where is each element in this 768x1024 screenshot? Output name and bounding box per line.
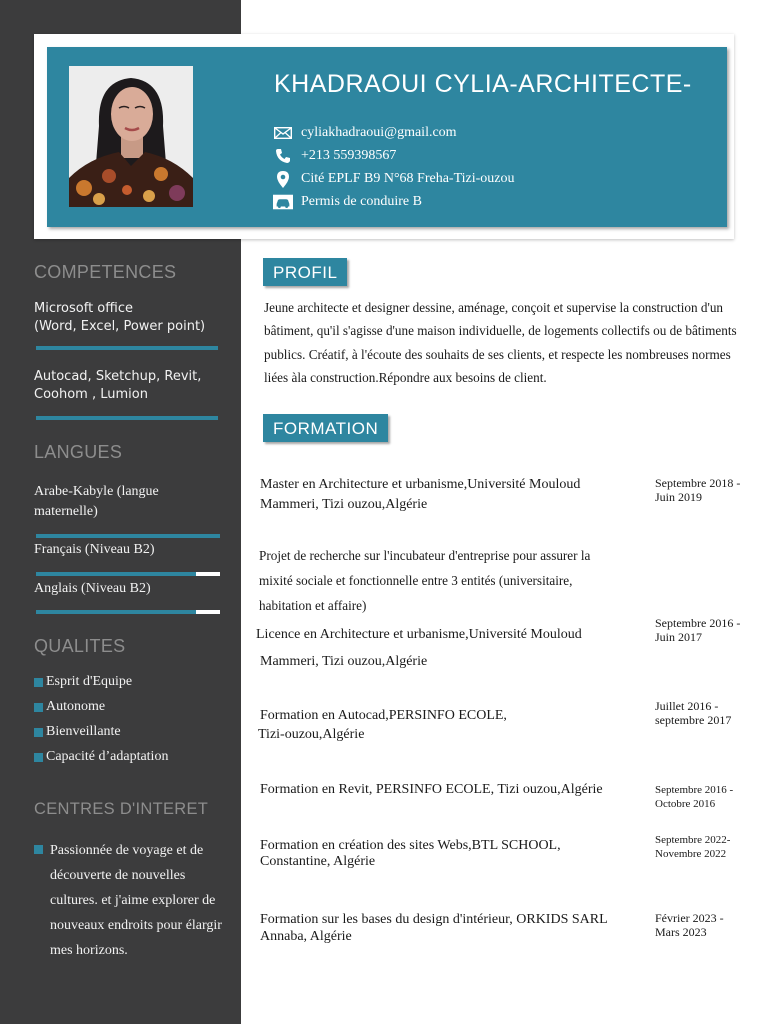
langue-label: Arabe-Kabyle (langue maternelle)	[34, 484, 159, 519]
competences-title: COMPETENCES	[34, 262, 177, 282]
contact-address	[273, 169, 515, 189]
langue-level-bar	[36, 610, 220, 614]
formation-entry	[260, 706, 507, 744]
formation-date-line: Octobre 2016	[655, 798, 716, 810]
langue-level-fill	[36, 572, 196, 576]
formation-line: Formation en Autocad,PERSINFO ECOLE,	[260, 708, 507, 723]
formation-date-line: Juin 2017	[655, 630, 703, 644]
bullet-square-icon	[34, 728, 43, 737]
competence-item	[34, 368, 201, 404]
formation-date-line: Juin 2019	[655, 490, 703, 504]
car-icon	[273, 193, 293, 211]
formation-date-line: Septembre 2016 -	[655, 616, 741, 630]
formation-date-line: Juillet 2016 -	[655, 699, 719, 713]
formation-title: FORMATION	[263, 414, 388, 442]
qualite-label: Esprit d'Equipe	[46, 674, 133, 689]
formation-date-line: Septembre 2018 -	[655, 476, 741, 490]
formation-date	[655, 699, 765, 727]
bullet-square-icon	[34, 678, 43, 687]
formation-line: Licence en Architecture et urbanisme,Université Mouloud	[256, 627, 582, 642]
profile-photo	[69, 66, 193, 207]
competence-line: Coohom , Lumion	[34, 387, 148, 402]
profil-text: Jeune architecte et designer dessine, aménage, conçoit et supervise la construction d'un bâtiment, qu'il s'agisse d'une maison individuelle, de logements collectifs ou de bâtiments publics. Créatif, à l'écoute des souhaits de ses clients, et respecte les nombreuses normes liées àla construction.Répondre aux besoins de client.	[264, 300, 737, 385]
formation-date	[655, 476, 765, 504]
qualite-item	[34, 674, 132, 690]
formation-entry	[260, 838, 561, 870]
formation-entry	[260, 911, 608, 945]
phone-icon	[273, 147, 293, 165]
langue-label: Anglais (Niveau B2)	[34, 581, 151, 596]
formation-date	[655, 911, 765, 939]
contact-email-text: cyliakhadraoui@gmail.com	[301, 125, 457, 140]
formation-line: Mammeri, Tizi ouzou,Algérie	[260, 497, 428, 512]
qualites-title: QUALITES	[34, 636, 126, 656]
formation-entry	[256, 621, 582, 675]
research-project: Projet de recherche sur l'incubateur d'entreprise pour assurer la mixité sociale et fonctionnelle entre 3 entités (universitaire, habitation et affaire)	[259, 548, 591, 613]
formation-date	[655, 783, 765, 811]
contact-phone[interactable]	[273, 146, 396, 166]
formation-line: Tizi-ouzou,Algérie	[258, 727, 365, 742]
competence-line: (Word, Excel, Power point)	[34, 319, 206, 334]
formation-date-line: Novembre 2022	[655, 848, 727, 860]
langue-level-fill	[36, 534, 220, 538]
competence-line: Microsoft office	[34, 301, 133, 316]
formation-date	[655, 833, 765, 861]
formation-line: Master en Architecture et urbanisme,Université Mouloud	[260, 477, 581, 492]
contact-email[interactable]	[273, 123, 457, 143]
contact-license-text: Permis de conduire B	[301, 194, 422, 209]
contact-license	[273, 192, 422, 212]
formation-date-line: Février 2023 -	[655, 911, 724, 925]
formation-line: Formation en création des sites Webs,BTL SCHOOL,	[260, 838, 561, 853]
envelope-icon	[273, 124, 293, 142]
formation-date-line: Septembre 2022-	[655, 834, 731, 846]
contact-address-text: Cité EPLF B9 N°68 Freha-Tizi-ouzou	[301, 171, 515, 186]
qualite-item	[34, 749, 168, 765]
competence-line: Autocad, Sketchup, Revit,	[34, 369, 202, 384]
formation-line: Formation sur les bases du design d'intérieur, ORKIDS SARL	[260, 912, 608, 927]
langue-label: Français (Niveau B2)	[34, 542, 155, 557]
competence-item	[34, 300, 205, 336]
formation-line: Formation en Revit, PERSINFO ECOLE, Tizi ouzou,Algérie	[260, 782, 603, 797]
formation-line: Mammeri, Tizi ouzou,Algérie	[260, 654, 428, 669]
formation-date-line: Septembre 2016 -	[655, 784, 734, 796]
qualite-item	[34, 699, 105, 715]
qualite-label: Capacité d’adaptation	[46, 749, 169, 764]
interet-item	[34, 838, 234, 963]
contact-phone-text: +213 559398567	[301, 148, 397, 163]
langue-level-fill	[36, 610, 196, 614]
candidate-name: KHADRAOUI CYLIA-ARCHITECTE-	[274, 70, 692, 98]
competence-bar	[36, 416, 218, 420]
langues-title: LANGUES	[34, 442, 123, 462]
bullet-square-icon	[34, 753, 43, 762]
formation-entry	[260, 475, 580, 514]
formation-date-line: septembre 2017	[655, 713, 732, 727]
formation-line: Constantine, Algérie	[260, 854, 376, 869]
bullet-square-icon	[34, 703, 43, 712]
qualite-label: Autonome	[46, 699, 106, 714]
competence-bar	[36, 346, 218, 350]
location-pin-icon	[273, 170, 293, 188]
langue-level-bar	[36, 534, 220, 538]
interets-title: CENTRES D'INTERET	[34, 800, 209, 818]
formation-date	[655, 616, 765, 644]
bullet-square-icon	[34, 845, 43, 854]
profil-title: PROFIL	[263, 258, 347, 286]
formation-date-line: Mars 2023	[655, 925, 707, 939]
interet-text: Passionnée de voyage et de découverte de nouvelles cultures. et j'aime explorer de nouveaux endroits pour élargir mes horizons.	[50, 843, 222, 958]
langue-level-bar	[36, 572, 220, 576]
formation-entry	[260, 780, 603, 799]
qualite-label: Bienveillante	[46, 724, 121, 739]
formation-line: Annaba, Algérie	[260, 929, 352, 944]
qualite-item	[34, 724, 121, 740]
